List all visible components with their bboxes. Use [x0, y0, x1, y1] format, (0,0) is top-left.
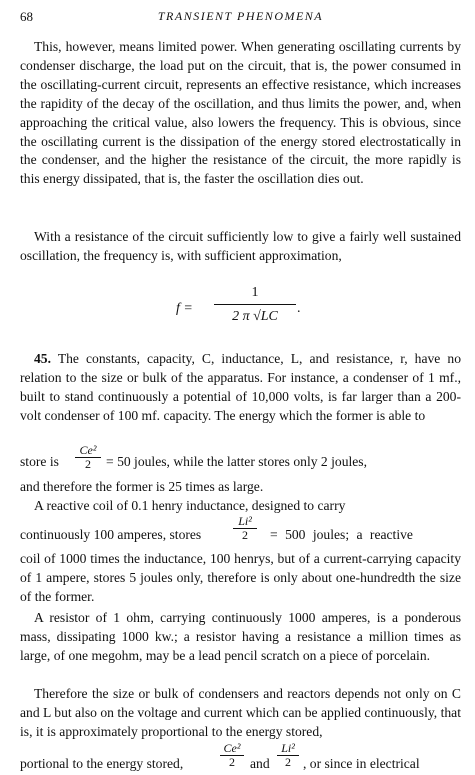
- ce2-denominator-2: 2: [220, 755, 244, 769]
- running-title: TRANSIENT PHENOMENA: [157, 9, 324, 23]
- store-line-before: store is: [20, 454, 59, 469]
- paragraph-power-limit: This, however, means limited power. When generating oscillating currents by condenser discharge, the load put on the circuit, that is, the power consumed in the oscillating-current circuit, represents an effective resistance, which increases the rapidity of the decay of the oscillation, and thus limits the power, and, when approaching the critical value, also lowers the frequency. This is obvious, since the oscillating current is the dissipation of the energy stored electrostatically in the condenser, and the higher the resistance of the circuit, the more rapidly is this energy dissipated, that is, the faster the oscillation dies out.: [20, 39, 461, 187]
- li2-denominator-2: 2: [277, 755, 299, 769]
- last-line-after: , or since in electrical: [303, 756, 420, 771]
- paragraph-resistor: A resistor of 1 ohm, carrying continuously 1000 amperes, is a ponderous mass, dissipating 1000 kw.; a resistor having a resistance a million times as large, of one megohm, may be a lead pencil scratch on a piece of porcelain.: [20, 610, 461, 663]
- frequency-formula: [150, 282, 325, 338]
- li2-fraction-2: [277, 742, 299, 769]
- ce2-denominator: 2: [75, 457, 101, 471]
- last-line-and: and: [250, 756, 270, 771]
- li2-numerator-2: Li²: [281, 741, 295, 755]
- paragraph-reactive-coil: A reactive coil of 0.1 henry inductance, designed to carry: [34, 498, 346, 513]
- li2-denominator: 2: [233, 528, 257, 542]
- li2-numerator: Li²: [238, 514, 252, 528]
- page-number: 68: [20, 9, 33, 24]
- paragraph-size-bulk: Therefore the size or bulk of condensers and reactors depends not only on C and L but also on the voltage and current which can be applied continuously, that is, it is approximately proportional to the energy stored,: [20, 686, 461, 739]
- ce2-fraction-2: [220, 742, 244, 769]
- paragraph-frequency-intro: With a resistance of the circuit sufficiently low to give a fairly well sustained oscillation, the frequency is, with sufficient approximation,: [20, 229, 461, 263]
- ce2-fraction: [75, 444, 101, 471]
- paragraph-constants: [20, 350, 461, 426]
- paragraph-coil-rest: coil of 1000 times the inductance, 100 henrys, but of a current-carrying capacity of 1 ampere, stores 5 joules only, therefore is only about one-hundredth the size of the former.: [20, 551, 461, 604]
- store-line-after: = 50 joules, while the latter stores only 2 joules,: [106, 454, 367, 469]
- ce2-numerator-2: Ce²: [223, 741, 241, 755]
- running-header: [20, 9, 461, 27]
- last-line-before: portional to the energy stored,: [20, 756, 184, 771]
- paragraph-constants-text: The constants, capacity, C, inductance, L, and resistance, r, have no relation to the size or bulk of the apparatus. For instance, a condenser of 1 mf., built to stand continuously a potential of 10,000 volts, is far larger than a 200-volt condenser of 100 mf. capacity. The energy which the former is able to: [20, 351, 461, 423]
- formula-period: .: [297, 301, 301, 316]
- section-number: 45.: [34, 351, 51, 366]
- paragraph-25-times: and therefore the former is 25 times as large.: [20, 479, 264, 494]
- energy-stored-line: [20, 742, 461, 775]
- store-energy-line: [20, 444, 461, 474]
- formula-denominator: 2 π √LC: [214, 304, 296, 327]
- coil-line-before: continuously 100 amperes, stores: [20, 527, 202, 542]
- ce2-numerator: Ce²: [79, 443, 97, 457]
- formula-lhs: f =: [176, 301, 193, 316]
- formula-fraction: [214, 282, 296, 327]
- li2-fraction: [233, 515, 257, 542]
- formula-numerator: 1: [251, 285, 259, 300]
- coil-line-after: = 500 joules; a reactive: [270, 527, 413, 542]
- coil-energy-line: [20, 515, 461, 547]
